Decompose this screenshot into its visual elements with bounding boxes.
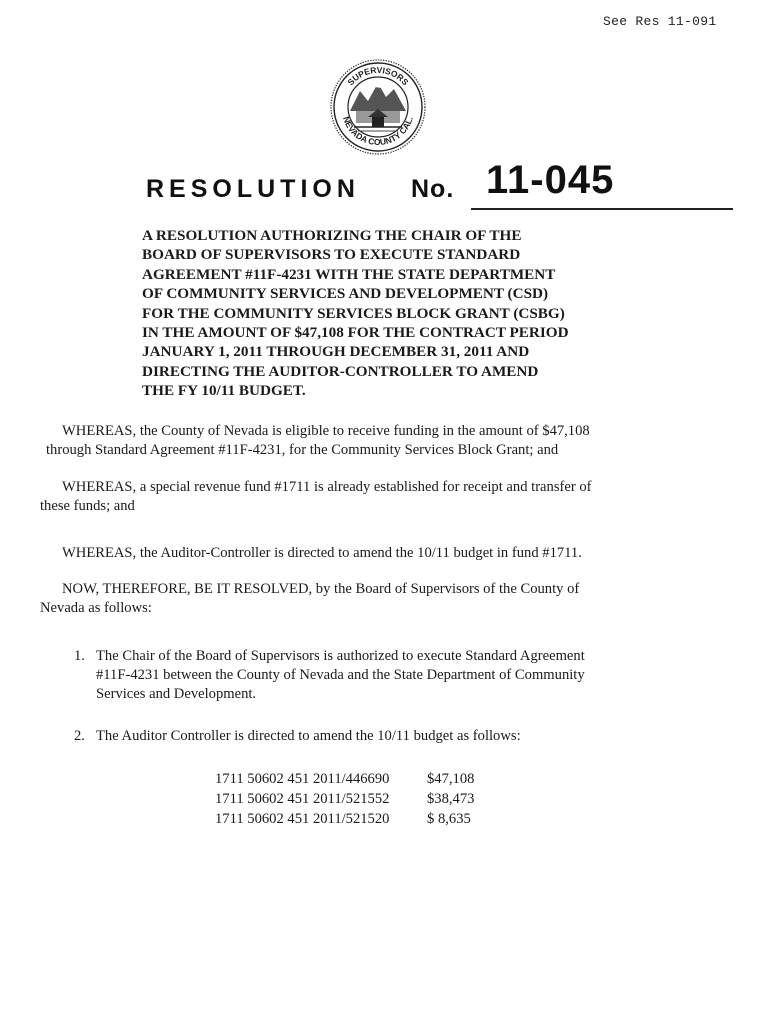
county-seal-icon [328,57,428,157]
resolution-heading [146,158,686,212]
ledger-account: 1711 50602 451 2011/446690 [215,771,390,787]
resolution-no-label: No. [411,175,455,203]
whereas-paragraph-1 [46,422,590,460]
paragraph-line: NOW, THEREFORE, BE IT RESOLVED, by the Board of Supervisors of the County of [62,581,580,597]
item-line: The Auditor Controller is directed to amend the 10/11 budget as follows: [96,728,521,744]
item-line: The Chair of the Board of Supervisors is authorized to execute Standard Agreement [96,648,585,664]
resolution-item-2 [74,727,521,746]
item-line: #11F-4231 between the County of Nevada and the State Department of Community [96,667,585,683]
title-line: FOR THE COMMUNITY SERVICES BLOCK GRANT (CSBG) [142,304,565,322]
title-line: A RESOLUTION AUTHORIZING THE CHAIR OF THE [142,227,522,244]
svg-text:NEVADA COUNTY CAL.: NEVADA COUNTY CAL. [341,115,415,148]
item-number: 2. [74,728,85,744]
resolution-item-1 [74,647,585,704]
title-line: BOARD OF SUPERVISORS TO EXECUTE STANDARD [142,246,521,264]
number-underline [471,208,733,210]
title-line: THE FY 10/11 BUDGET. [142,382,306,400]
title-line: AGREEMENT #11F-4231 WITH THE STATE DEPARTMENT [142,265,556,283]
resolved-paragraph [40,580,579,618]
ledger-row [215,789,474,809]
resolution-word: RESOLUTION [146,175,360,203]
ledger-row [215,809,474,829]
whereas-paragraph-3 [62,544,582,563]
item-line: Services and Development. [96,686,257,702]
paragraph-line: WHEREAS, the Auditor-Controller is directed to amend the 10/11 budget in fund #1711. [62,545,582,561]
paragraph-line: through Standard Agreement #11F-4231, for the Community Services Block Grant; and [46,442,559,458]
ledger-account: 1711 50602 451 2011/521520 [215,811,390,827]
resolution-title [142,226,642,401]
ledger-amount: $47,108 [427,771,475,787]
title-line: OF COMMUNITY SERVICES AND DEVELOPMENT (CSD) [142,285,549,303]
title-line: JANUARY 1, 2011 THROUGH DECEMBER 31, 2011 AND [142,343,530,361]
ledger-row [215,769,474,789]
paragraph-line: WHEREAS, the County of Nevada is eligible to receive funding in the amount of $47,108 [62,423,590,439]
ledger-amount: $38,473 [427,791,475,807]
ledger-account: 1711 50602 451 2011/521552 [215,791,390,807]
resolution-number: 11-045 [486,158,615,202]
item-number: 1. [74,648,85,664]
title-line: DIRECTING THE AUDITOR-CONTROLLER TO AMEND [142,362,539,380]
ledger-amount: $ 8,635 [427,811,471,827]
paragraph-line: WHEREAS, a special revenue fund #1711 is already established for receipt and transfer of [62,479,592,495]
reference-note: See Res 11-091 [603,14,717,29]
title-line: IN THE AMOUNT OF $47,108 FOR THE CONTRACT PERIOD [142,324,569,342]
budget-ledger [215,769,474,829]
whereas-paragraph-2 [40,478,592,516]
svg-text:SUPERVISORS: SUPERVISORS [345,64,411,88]
paragraph-line: Nevada as follows: [40,600,152,616]
paragraph-line: these funds; and [40,498,135,514]
